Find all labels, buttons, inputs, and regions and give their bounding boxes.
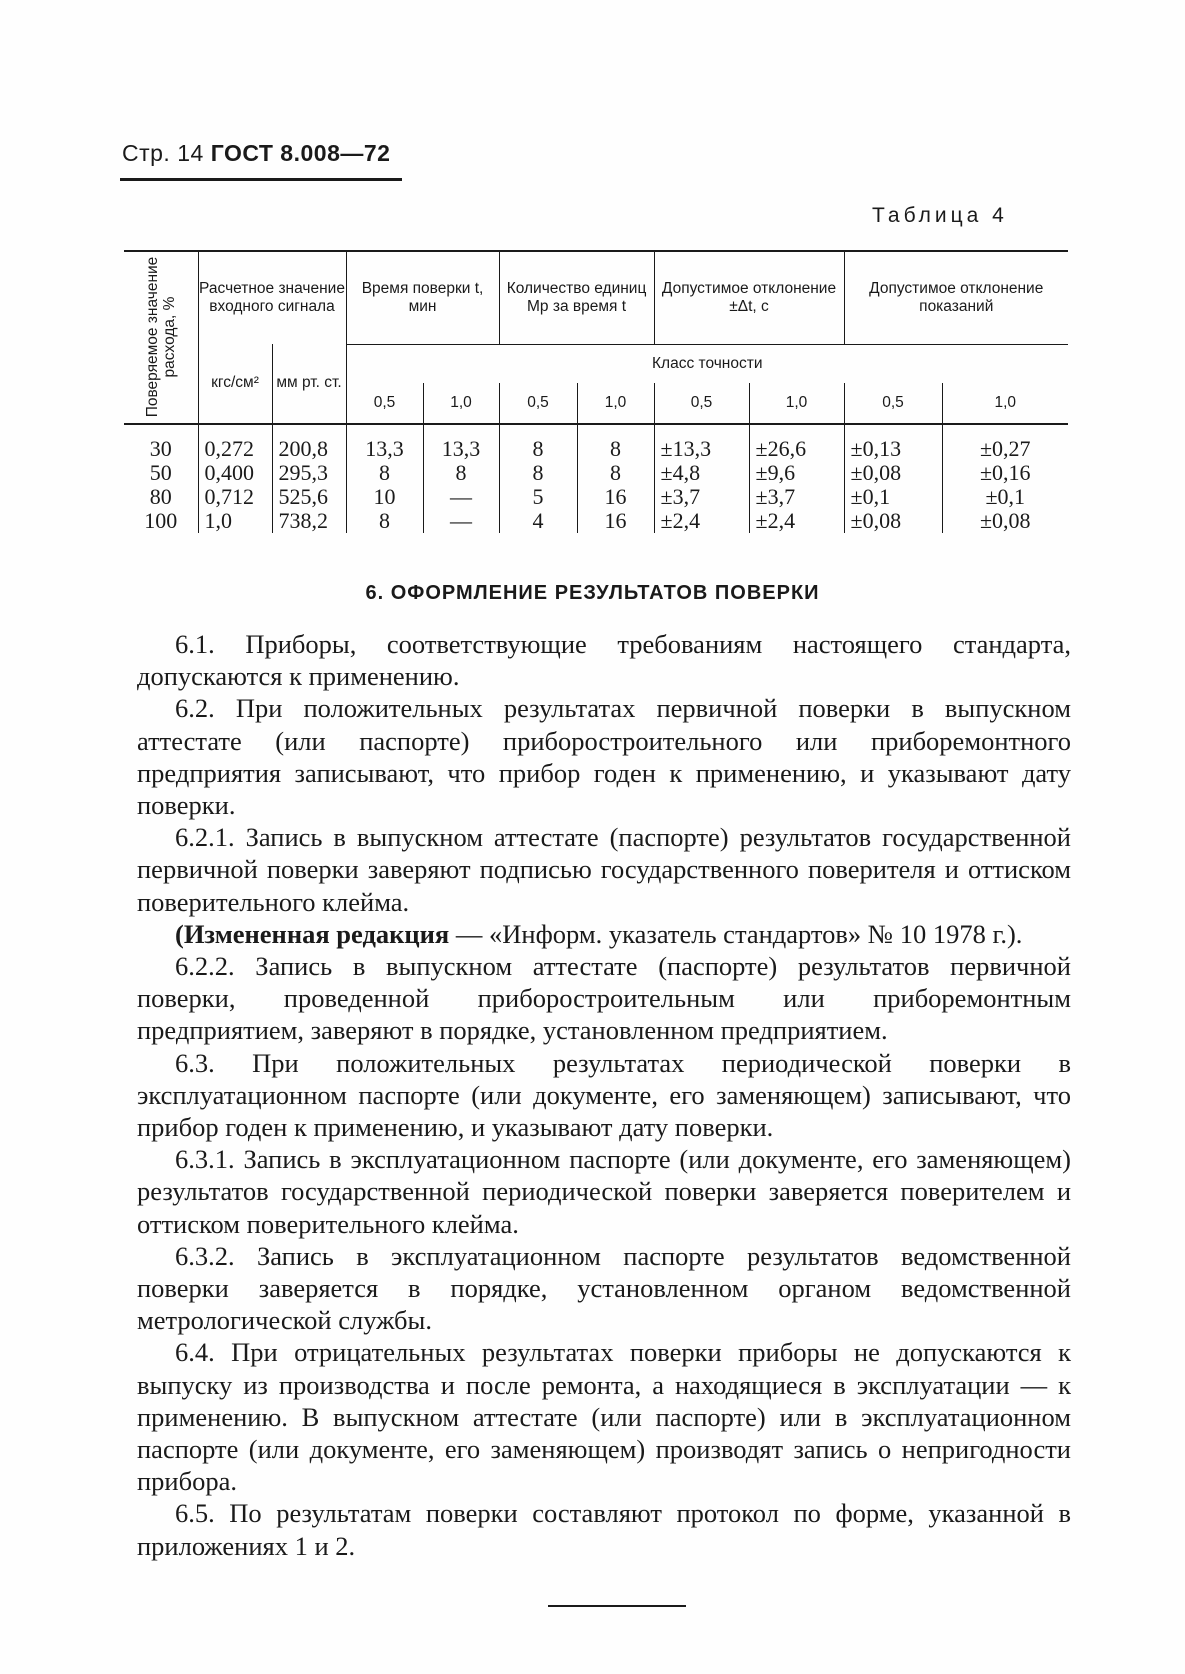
cell-flow: 50 (149, 459, 172, 485)
amendment-label: (Измененная редакция (175, 918, 450, 949)
cell-count-10: 8 (577, 424, 654, 461)
paragraph-6-2-1: 6.2.1. Запись в выпускном аттестате (паспорте) результатов государственной первичной поверки заверяют подписью государственного поверителя и оттиском поверительного клейма. (137, 822, 1071, 917)
class-header: 0,5 (346, 383, 423, 424)
col-header-accuracy-class: Класс точности (346, 344, 1068, 383)
col-header-allow-dev-reading: Допустимое отклонение показаний (844, 251, 1068, 344)
section-title: 6. ОФОРМЛЕНИЕ РЕЗУЛЬТАТОВ ПОВЕРКИ (365, 582, 820, 604)
cell-dev-read-05: ±0,1 (844, 485, 942, 509)
paragraph-6-2-2: 6.2.2. Запись в выпускном аттестате (паспорте) результатов первичной поверки, проведенной приборостроительным или приборемонтным предприятием, заверяют в порядке, установленном предприятием. (137, 951, 1071, 1046)
cell-dev-time-05: ±13,3 (654, 424, 749, 461)
cell-mm: 525,6 (272, 485, 346, 509)
cell-kgs: 1,0 (198, 509, 272, 533)
class-header: 1,0 (749, 383, 844, 424)
cell-count-05: 8 (499, 424, 577, 461)
cell-mm: 200,8 (272, 424, 346, 461)
cell-dev-read-10: ±0,16 (942, 461, 1068, 485)
col-header-count: Количество единиц Mр за время t (499, 251, 654, 344)
cell-time-10: 13,3 (423, 424, 499, 461)
paragraph-6-3-2: 6.3.2. Запись в эксплуатационном паспорте результатов ведомственной поверки заверяется в порядке, установленном органом ведомственной метрологической службы. (137, 1240, 1071, 1336)
cell-dev-time-05: ±4,8 (654, 461, 749, 485)
cell-count-10: 16 (577, 485, 654, 509)
cell-flow: 30 (124, 424, 198, 461)
cell-dev-read-10: ±0,27 (942, 424, 1068, 461)
cell-count-05: 4 (499, 509, 577, 533)
class-header: 0,5 (499, 383, 577, 424)
cell-dev-read-05: ±0,08 (844, 509, 942, 533)
paragraph-6-4: 6.4. При отрицательных результатах поверки приборы не допускаются к выпуску из производства и после ремонта, а находящиеся в эксплуатации — к применению. В выпускном аттестате (или паспорте) или в эксплуатационном паспорте (или документе, его заменяющем) производят запись о непригодности прибора. (137, 1337, 1071, 1497)
cell-dev-time-05: ±2,4 (654, 509, 749, 533)
cell-count-10: 16 (577, 509, 654, 533)
table-row (124, 461, 1068, 485)
table-row (124, 485, 1068, 509)
cell-kgs: 0,400 (198, 461, 272, 485)
cell-time-05: 8 (346, 461, 423, 485)
cell-time-10: 8 (423, 461, 499, 485)
table-row (124, 509, 1068, 533)
paragraph-6-5: 6.5. По результатам поверки составляют протокол по форме, указанной в приложениях 1 и 2. (137, 1498, 1071, 1561)
cell-time-05: 8 (346, 509, 423, 533)
cell-dev-time-10: ±9,6 (749, 461, 844, 485)
class-header: 1,0 (942, 383, 1068, 424)
cell-dev-read-10: ±0,1 (942, 485, 1068, 509)
table-row (124, 424, 1068, 461)
class-header: 0,5 (844, 383, 942, 424)
cell-dev-read-10: ±0,08 (942, 509, 1068, 533)
cell-time-10: — (423, 509, 499, 533)
page-number: Стр. 14 (122, 140, 204, 166)
page-header (122, 140, 390, 167)
cell-dev-time-10: ±2,4 (749, 509, 844, 533)
col-header-measured-flow: Поверяемое значение расхода, % (124, 251, 198, 424)
amendment-note (137, 918, 1071, 950)
cell-flow: 100 (144, 507, 178, 533)
class-header: 0,5 (654, 383, 749, 424)
class-header: 1,0 (423, 383, 499, 424)
cell-time-10: — (423, 485, 499, 509)
cell-kgs: 0,712 (198, 485, 272, 509)
cell-dev-time-10: ±26,6 (749, 424, 844, 461)
footer-rule (548, 1605, 686, 1607)
cell-dev-time-10: ±3,7 (749, 485, 844, 509)
col-header-unit-mm: мм рт. ст. (272, 344, 346, 424)
cell-dev-read-05: ±0,13 (844, 424, 942, 461)
class-header: 1,0 (577, 383, 654, 424)
verification-table (124, 250, 1068, 533)
document-id: ГОСТ 8.008—72 (210, 140, 391, 166)
cell-count-10: 8 (577, 461, 654, 485)
col-header-unit-kgs: кгс/см² (198, 344, 272, 424)
amendment-source: — «Информ. указатель стандартов» № 10 1978 г.). (455, 918, 1023, 949)
cell-count-05: 5 (499, 485, 577, 509)
col-header-calc-value: Расчетное значение входного сигнала (198, 251, 346, 344)
paragraph-6-2: 6.2. При положительных результатах первичной поверки в выпускном аттестате (или паспорте) приборостроительного или приборемонтного предприятия записывают, что прибор годен к применению, и указывают дату поверки. (137, 693, 1071, 821)
paragraph-6-1: 6.1. Приборы, соответствующие требованиям настоящего стандарта, допускаются к применению. (137, 629, 1071, 692)
cell-count-05: 8 (499, 461, 577, 485)
col-header-time: Время поверки t, мин (346, 251, 499, 344)
cell-time-05: 13,3 (346, 424, 423, 461)
paragraph-6-3-1: 6.3.1. Запись в эксплуатационном паспорте (или документе, его заменяющем) результатов государственной периодической поверки заверяется поверителем и оттиском поверительного клейма. (137, 1144, 1071, 1239)
paragraph-6-3: 6.3. При положительных результатах периодической поверки в эксплуатационном паспорте (или документе, его заменяющем) записывают, что прибор годен к применению, и указывают дату поверки. (137, 1047, 1071, 1143)
section-body (137, 628, 1071, 1562)
cell-mm: 295,3 (272, 461, 346, 485)
cell-dev-time-05: ±3,7 (654, 485, 749, 509)
cell-mm: 738,2 (272, 509, 346, 533)
table-label: Таблица 4 (872, 204, 1008, 227)
cell-kgs: 0,272 (198, 424, 272, 461)
cell-dev-read-05: ±0,08 (844, 461, 942, 485)
cell-flow: 80 (149, 483, 172, 509)
header-rule (120, 178, 402, 181)
cell-time-05: 10 (346, 485, 423, 509)
col-header-allow-dev-time: Допустимое отклонение ±Δt, с (654, 251, 844, 344)
